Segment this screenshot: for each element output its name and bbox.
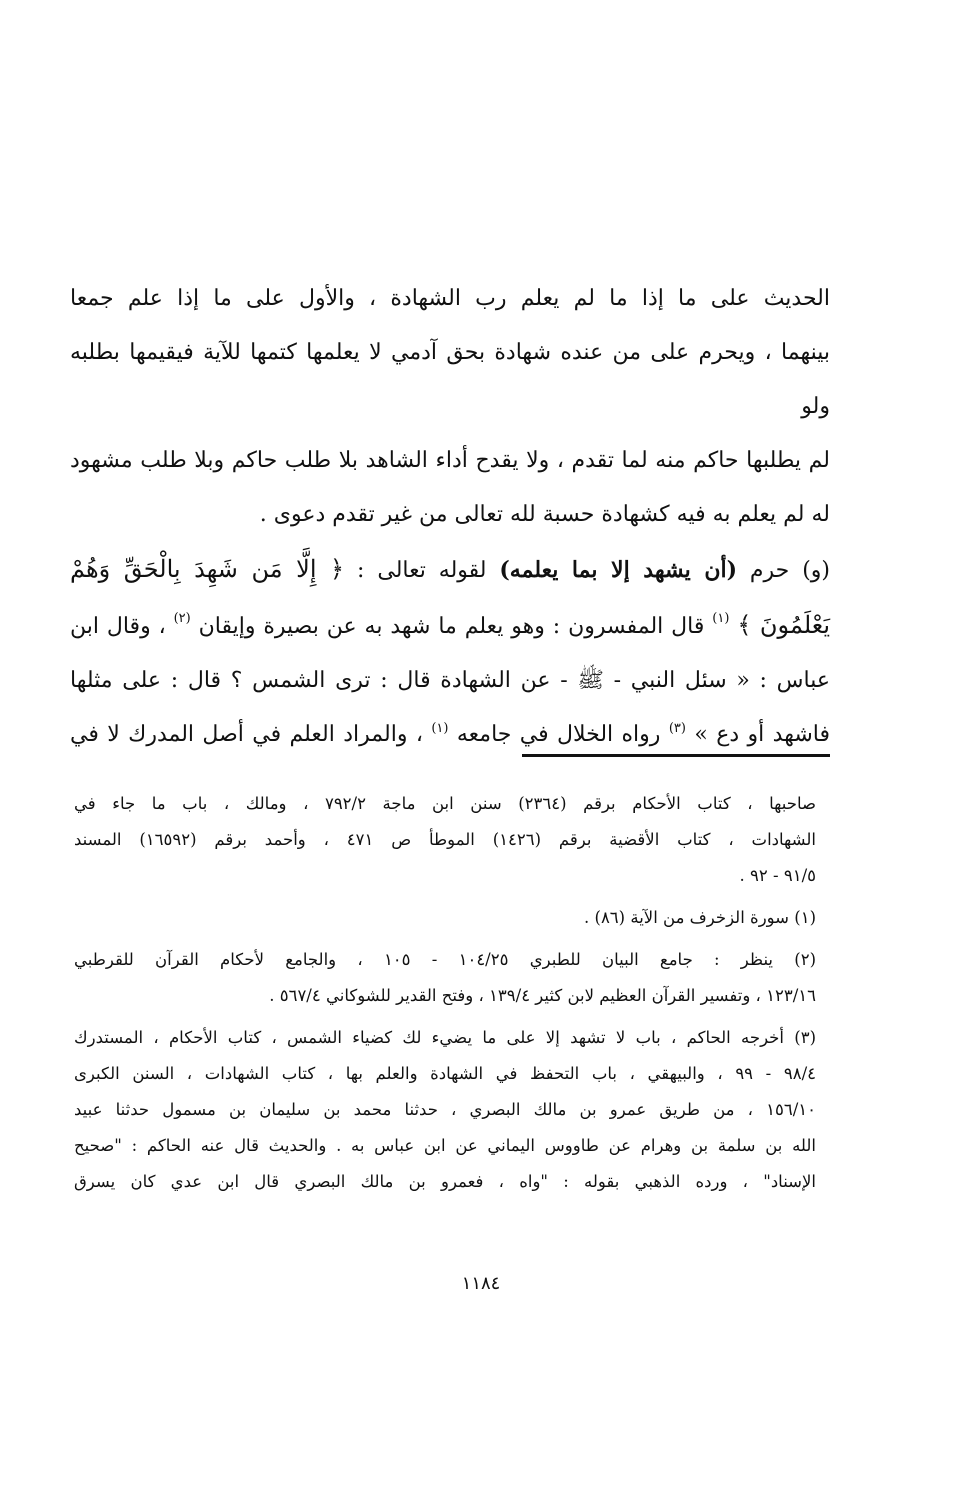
text-line: عباس : « سئل النبي - ﷺ - عن الشهادة قال : ترى الشمس ؟ قال : على مثلها bbox=[70, 668, 830, 693]
text-run: ، والمراد العلم في أصل المدرك لا في bbox=[70, 722, 432, 747]
footnote-line: الله بن سلمة بن وهرام عن طاووس اليماني عن ابن عباس به . والحديث قال عنه الحاكم : "صحيح bbox=[74, 1136, 816, 1155]
footnote-line: (٢) ينظر : جامع البيان للطبري ١٠٤/٢٥ - ١٠٥ ، والجامع لأحكام القرآن للقرطبي bbox=[74, 950, 816, 969]
footnote-line: (٣) أخرجه الحاكم ، باب لا تشهد إلا على ما يضيء لك كضياء الشمس ، كتاب الأحكام ، المستدرك bbox=[74, 1028, 816, 1047]
text-line: بينهما ، ويحرم على من عنده شهادة بحق آدمي لا يعلمها كتمها للآية فيقيمها بطلبه ولو bbox=[70, 340, 830, 419]
quran-verse: يَعْلَمُونَ ﴾ bbox=[737, 611, 831, 639]
page-number: ١١٨٤ bbox=[461, 1273, 501, 1294]
text-run: ، وقال ابن bbox=[70, 614, 174, 639]
footnote-ref: (٢) bbox=[173, 611, 191, 626]
main-text-body bbox=[70, 272, 830, 762]
footnote-line: ٩١/٥ - ٩٢ . bbox=[739, 866, 816, 885]
footnote-line: ١٥٦/١٠ ، من طريق عمرو بن مالك البصري ، حدثنا محمد بن سليمان بن مسمول حدثنا عبيد bbox=[74, 1100, 816, 1119]
footnote-ref: (٣) bbox=[668, 721, 686, 736]
bold-phrase: (أن يشهد إلا بما يعلمه) bbox=[499, 557, 737, 583]
text-run: فاشهد أو دع » bbox=[685, 722, 830, 747]
footnotes bbox=[74, 786, 816, 1206]
footnote-separator bbox=[522, 754, 830, 757]
footnote-line: الشهادات ، كتاب الأقضية برقم (١٤٢٦) الموطأ ص ٤٧١ ، وأحمد برقم (١٦٥٩٢) المسند bbox=[74, 830, 816, 849]
footnote-1 bbox=[74, 900, 816, 936]
footnote-3 bbox=[74, 1020, 816, 1200]
text-line bbox=[70, 542, 830, 598]
footnote-line: ١٢٣/١٦ ، وتفسير القرآن العظيم لابن كثير ١٣٩/٤ ، وفتح القدير للشوكاني ٥٦٧/٤ . bbox=[269, 986, 816, 1005]
footnote-line: الإسناد" ، ورده الذهبي بقوله : "واه ، فعمرو بن مالك البصري قال ابن عدي كان يسرق bbox=[74, 1172, 816, 1191]
text-line bbox=[70, 598, 830, 654]
footnote-ref: (١) bbox=[712, 611, 730, 626]
footnote-line: ٩٨/٤ - ٩٩ ، والبيهقي ، باب التحفظ في الشهادة والعلم بها ، كتاب الشهادات ، السنن الكبرى bbox=[74, 1064, 816, 1083]
text-line: الحديث على ما إذا ما لم يعلم رب الشهادة ، والأول على ما إذا علم جمعا bbox=[70, 286, 830, 311]
footnote-line: صاحبها ، كتاب الأحكام برقم (٢٣٦٤) سنن ابن ماجة ٧٩٢/٢ ، ومالك ، باب ما جاء في bbox=[74, 794, 816, 813]
text-run: قال المفسرون : وهو يعلم ما شهد به عن بصيرة وإيقان bbox=[190, 614, 713, 639]
footnote-ref: (١) bbox=[431, 721, 449, 736]
quran-verse: ﴿ إِلَّا مَن شَهِدَ بِالْحَقِّ وَهُمْ bbox=[70, 555, 345, 583]
text-run: لقوله تعالى : bbox=[344, 558, 500, 583]
text-run: (و) حرم bbox=[737, 558, 830, 583]
text-run: رواه الخلال في جامعه bbox=[448, 722, 669, 747]
text-line: له لم يعلم به فيه كشهادة حسبة لله تعالى من غير تقدم دعوى . bbox=[259, 502, 830, 527]
footnote-continuation bbox=[74, 786, 816, 894]
footnote-line: (١) سورة الزخرف من الآية (٨٦) . bbox=[584, 908, 816, 927]
footnote-2 bbox=[74, 942, 816, 1014]
text-line: لم يطلبها حاكم منه لما تقدم ، ولا يقدح أداء الشاهد بلا طلب حاكم وبلا طلب مشهود bbox=[70, 448, 830, 473]
